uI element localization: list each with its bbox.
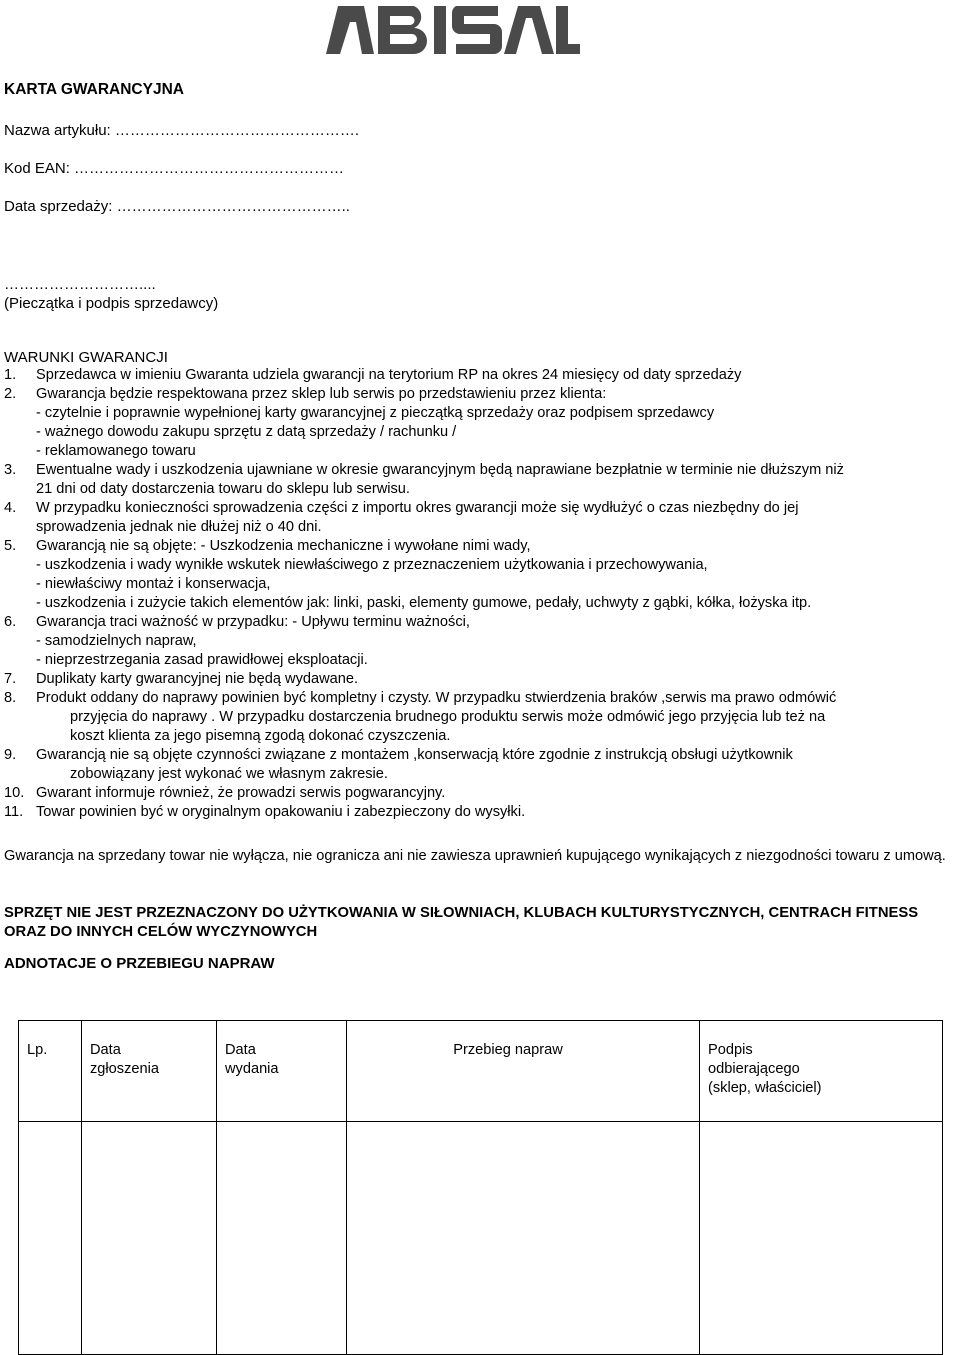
condition-text: Produkt oddany do naprawy powinien być kompletny i czysty. W przypadku stwierdzenia braków ,serwis ma prawo odmówić bbox=[36, 690, 837, 706]
condition-number: 10. bbox=[4, 785, 25, 801]
condition-number: 5. bbox=[4, 538, 17, 554]
table-cell[interactable] bbox=[347, 1122, 700, 1355]
warranty-statement: Gwarancja na sprzedany towar nie wyłącza, nie ogranicza ani nie zawiesza uprawnień kupującego wynikających z niezgodności towaru z umową. bbox=[4, 848, 946, 864]
condition-item bbox=[4, 385, 960, 404]
condition-item bbox=[4, 613, 960, 632]
condition-subline: sprowadzenia jednak nie dłużej niż o 40 dni. bbox=[36, 519, 322, 535]
condition-text: Ewentualne wady i uszkodzenia ujawniane w okresie gwarancyjnym będą naprawiane bezpłatnie w terminie nie dłuższym niż bbox=[36, 462, 844, 478]
field-label: Nazwa artykułu: bbox=[4, 122, 111, 139]
header-lp: Lp. bbox=[19, 1021, 82, 1122]
condition-number: 11. bbox=[4, 804, 24, 820]
condition-item bbox=[4, 670, 960, 689]
table-cell[interactable] bbox=[217, 1122, 347, 1355]
condition-text: Gwarancja traci ważność w przypadku: - Upływu terminu ważności, bbox=[36, 614, 470, 630]
condition-number: 2. bbox=[4, 386, 17, 402]
conditions-list bbox=[4, 366, 960, 822]
header-report-date: Data zgłoszenia bbox=[82, 1021, 217, 1122]
condition-text: W przypadku konieczności sprowadzenia części z importu okres gwarancji może się wydłużyć o czas niezbędny do jej bbox=[36, 500, 799, 516]
stamp-dots: ……………………….... bbox=[4, 276, 156, 293]
field-article-name bbox=[4, 121, 359, 140]
field-label: Kod EAN: bbox=[4, 160, 70, 177]
condition-item bbox=[4, 499, 960, 518]
condition-text: Gwarant informuje również, że prowadzi serwis pogwarancyjny. bbox=[36, 785, 446, 801]
condition-item bbox=[4, 746, 960, 765]
condition-subline: - czytelnie i poprawnie wypełnionej karty gwarancyjnej z pieczątką sprzedaży oraz podpisem sprzedawcy bbox=[36, 405, 715, 421]
table-header-row bbox=[19, 1021, 943, 1122]
condition-subline: - reklamowanego towaru bbox=[36, 443, 196, 459]
condition-text: Gwarancją nie są objęte: - Uszkodzenia mechaniczne i wywołane nimi wady, bbox=[36, 538, 531, 554]
condition-text: Duplikaty karty gwarancyjnej nie będą wydawane. bbox=[36, 671, 359, 687]
condition-number: 1. bbox=[4, 367, 17, 383]
condition-text: Towar powinien być w oryginalnym opakowaniu i zabezpieczony do wysyłki. bbox=[36, 804, 526, 820]
header-release-date: Data wydania bbox=[217, 1021, 347, 1122]
brand-logo bbox=[326, 4, 580, 56]
abisal-logo-graphic bbox=[326, 4, 580, 56]
table-cell[interactable] bbox=[19, 1122, 82, 1355]
condition-text: Gwarancją nie są objęte czynności związane z montażem ,konserwacją które zgodnie z instrukcją obsługi użytkownik bbox=[36, 747, 793, 763]
condition-item bbox=[4, 689, 960, 708]
header-repair-progress: Przebieg napraw bbox=[347, 1021, 700, 1122]
condition-subline: - uszkodzenia i zużycie takich elementów jak: linki, paski, elementy gumowe, pedały, uchwyty z gąbki, kółka, łożyska itp. bbox=[36, 595, 812, 611]
condition-text: Sprzedawca w imieniu Gwaranta udziela gwarancji na terytorium RP na okres 24 miesięcy od daty sprzedaży bbox=[36, 367, 742, 383]
table-cell[interactable] bbox=[82, 1122, 217, 1355]
table-cell[interactable] bbox=[700, 1122, 943, 1355]
field-value: ……………………………………………… bbox=[74, 160, 345, 177]
condition-subline: - nieprzestrzegania zasad prawidłowej eksploatacji. bbox=[36, 652, 368, 668]
condition-subline: 21 dni od daty dostarczenia towaru do sklepu lub serwisu. bbox=[36, 481, 410, 497]
condition-number: 9. bbox=[4, 747, 17, 763]
condition-subline: - samodzielnych napraw, bbox=[36, 633, 197, 649]
condition-subline: przyjęcia do naprawy . W przypadku dostarczenia brudnego produktu serwis może odmówić jego przyjęcia lub też na bbox=[70, 709, 826, 725]
field-value: …………………………………………. bbox=[114, 122, 360, 139]
condition-item bbox=[4, 461, 960, 480]
field-sale-date bbox=[4, 197, 350, 216]
condition-item bbox=[4, 803, 960, 822]
field-ean-code bbox=[4, 159, 344, 178]
condition-subline: zobowiązany jest wykonać we własnym zakresie. bbox=[70, 766, 388, 782]
repairs-table bbox=[18, 1020, 943, 1355]
condition-number: 7. bbox=[4, 671, 17, 687]
header-receiver-signature: Podpis odbierającego (sklep, właściciel) bbox=[700, 1021, 943, 1122]
conditions-title: WARUNKI GWARANCJI bbox=[4, 349, 168, 366]
condition-subline: koszt klienta za jego pisemną zgodą dokonać czyszczenia. bbox=[70, 728, 451, 744]
repairs-title: ADNOTACJE O PRZEBIEGU NAPRAW bbox=[4, 955, 275, 972]
condition-subline: - niewłaściwy montaż i konserwacja, bbox=[36, 576, 271, 592]
condition-number: 6. bbox=[4, 614, 17, 630]
condition-item bbox=[4, 537, 960, 556]
field-value: ……………………………………….. bbox=[116, 198, 350, 215]
table-row bbox=[19, 1122, 943, 1355]
condition-number: 4. bbox=[4, 500, 17, 516]
condition-subline: - uszkodzenia i wady wynikłe wskutek niewłaściwego z przeznaczeniem użytkowania i przechowywania, bbox=[36, 557, 708, 573]
condition-item bbox=[4, 784, 960, 803]
condition-number: 8. bbox=[4, 690, 17, 706]
stamp-label: (Pieczątka i podpis sprzedawcy) bbox=[4, 295, 219, 312]
usage-warning: SPRZĘT NIE JEST PRZEZNACZONY DO UŻYTKOWANIA W SIŁOWNIACH, KLUBACH KULTURYSTYCZNYCH, CENTRACH FITNESS ORAZ DO INNYCH CELÓW WYCZYNOWYCH bbox=[4, 905, 919, 940]
condition-text: Gwarancja będzie respektowana przez sklep lub serwis po przedstawieniu przez klienta: bbox=[36, 386, 607, 402]
condition-subline: - ważnego dowodu zakupu sprzętu z datą sprzedaży / rachunku / bbox=[36, 424, 457, 440]
card-title: KARTA GWARANCYJNA bbox=[4, 81, 184, 98]
condition-number: 3. bbox=[4, 462, 17, 478]
field-label: Data sprzedaży: bbox=[4, 198, 113, 215]
condition-item bbox=[4, 366, 960, 385]
